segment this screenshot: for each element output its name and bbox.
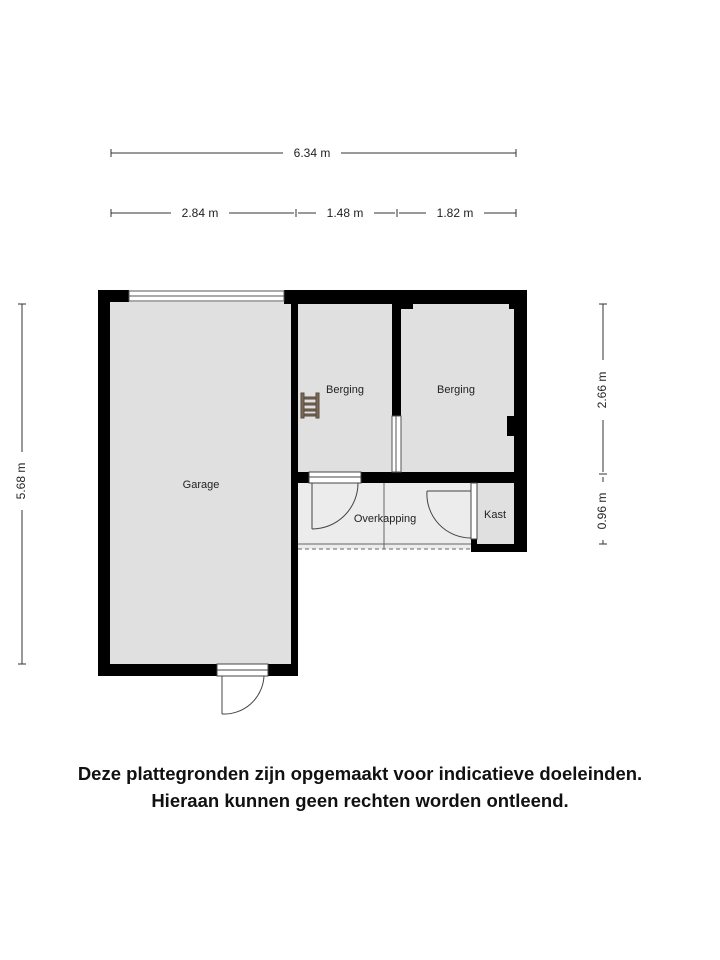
room-label-overkapping: Overkapping: [353, 513, 417, 525]
dim-lower-height: 0.96 m: [595, 492, 610, 530]
room-label-kast: Kast: [483, 509, 507, 521]
ladder-icon: [301, 393, 319, 418]
room-label-garage: Garage: [182, 479, 220, 491]
room-label-berging-2: Berging: [437, 384, 475, 396]
disclaimer-line-2: Hieraan kunnen geen rechten worden ontleend.: [151, 790, 569, 811]
room-label-berging-1: Berging: [326, 384, 364, 396]
dim-upper-height: 2.66 m: [595, 371, 610, 409]
berging-sliding-door: [392, 416, 401, 472]
disclaimer-line-1: Deze plattegronden zijn opgemaakt voor indicatieve doeleinden.: [77, 763, 643, 784]
dim-segment-2: 1.48 m: [326, 206, 364, 220]
dim-total-width: 6.34 m: [293, 146, 331, 160]
dim-total-height: 5.68 m: [14, 462, 29, 500]
dim-segment-1: 2.84 m: [181, 206, 219, 220]
dim-segment-3: 1.82 m: [436, 206, 474, 220]
garage-window: [129, 291, 284, 301]
garage-door: [217, 664, 268, 714]
